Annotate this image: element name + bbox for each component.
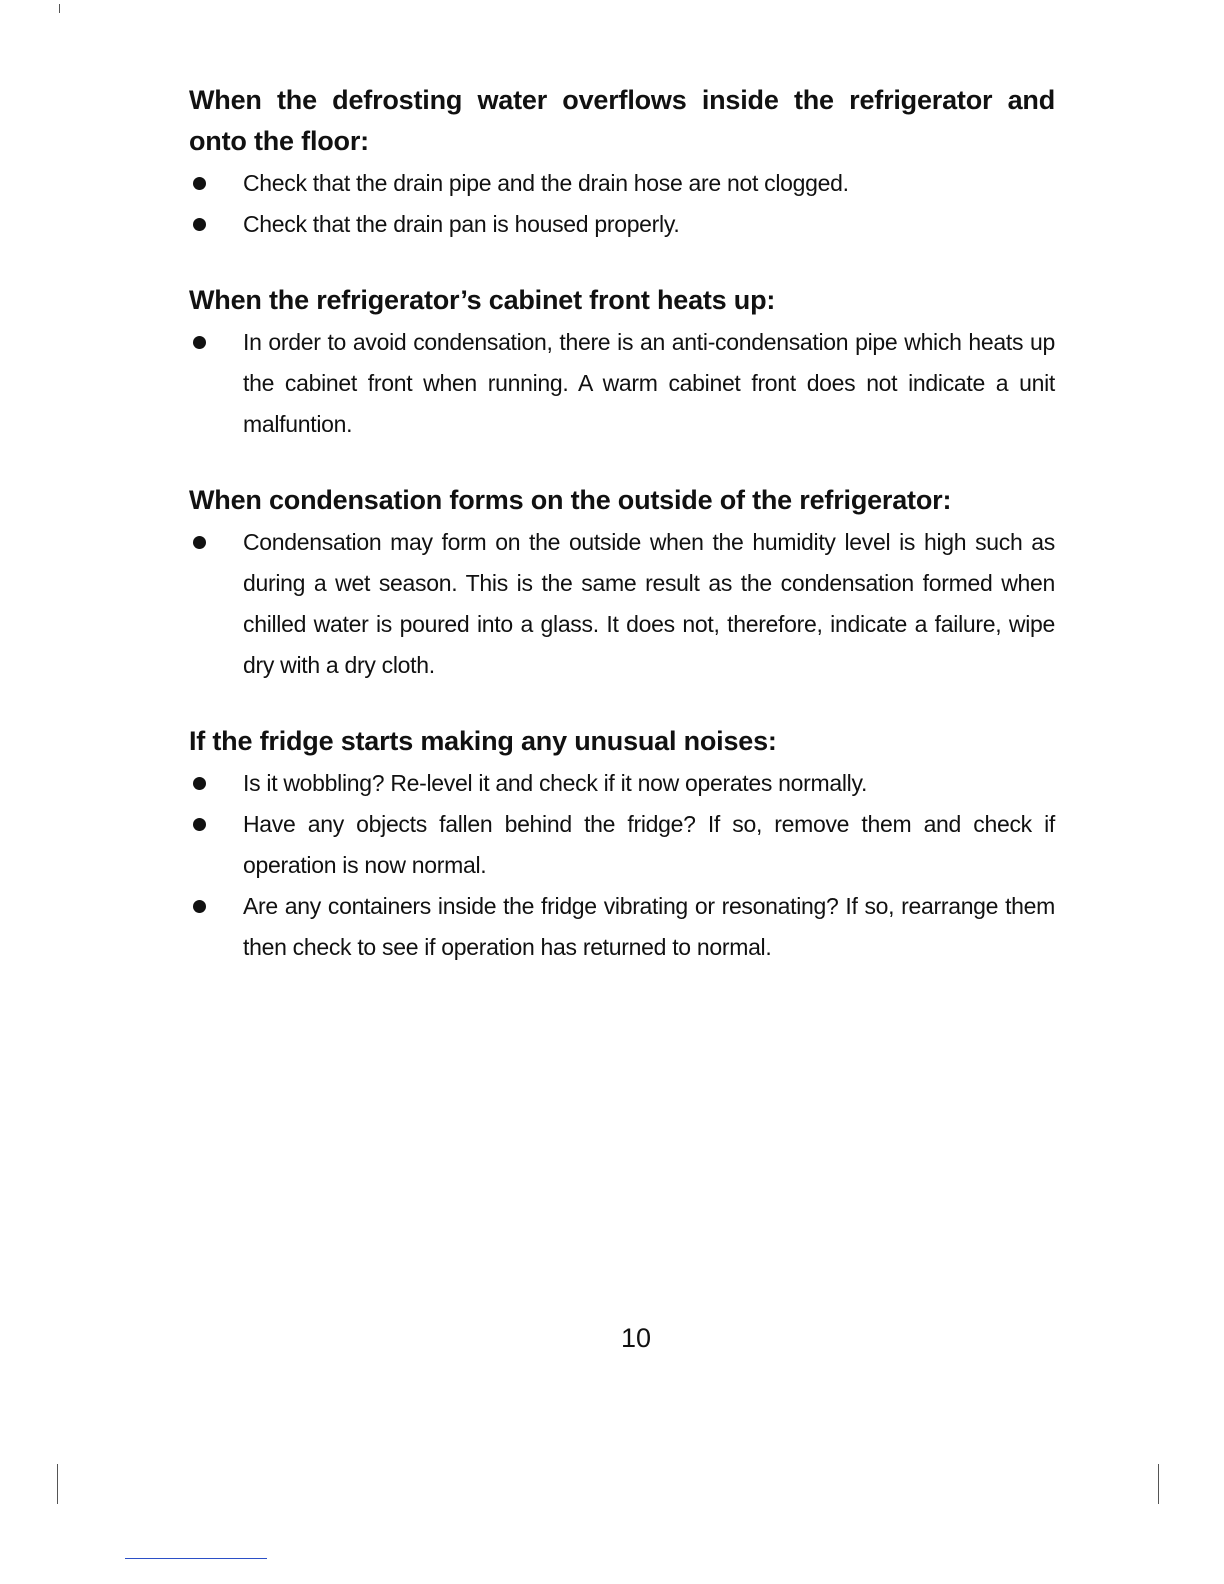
bullet-list [189,763,1055,968]
bullet-icon [193,536,206,549]
bullet-icon [193,900,206,913]
list-item [189,163,1055,204]
section-heading: If the fridge starts making any unusual noises: [189,726,777,756]
crop-mark-bottom-right [1158,1464,1159,1504]
list-item-text: Condensation may form on the outside when the humidity level is high such as during a wet season. This is the same result as the condensation formed when chilled water is poured into a glass. It does not, therefore, indicate a failure, wipe dry with a dry cloth. [243,529,1055,678]
section-heading: When condensation forms on the outside of the refrigerator: [189,485,952,515]
list-item-text: Have any objects fallen behind the fridge? If so, remove them and check if operation is now normal. [243,811,1055,878]
list-item [189,522,1055,686]
bullet-icon [193,218,206,231]
crop-mark-bottom-left [57,1464,58,1504]
bullet-icon [193,177,206,190]
bullet-icon [193,777,206,790]
section-outside-condensation [189,480,1055,686]
section-cabinet-front-heats [189,280,1055,445]
page-number: 10 [620,1323,652,1353]
list-item-text: Check that the drain pan is housed properly. [243,211,680,237]
list-item-text: Are any containers inside the fridge vibrating or resonating? If so, rearrange them then check to see if operation has returned to normal. [243,893,1055,960]
section-defrost-water-overflow [189,80,1055,245]
bullet-icon [193,818,206,831]
list-item [189,322,1055,445]
bullet-icon [193,336,206,349]
list-item [189,763,1055,804]
list-item [189,886,1055,968]
bullet-list [189,322,1055,445]
list-item-text: In order to avoid condensation, there is an anti-condensation pipe which heats up the cabinet front when running. A warm cabinet front does not indicate a unit malfuntion. [243,329,1055,437]
list-item [189,804,1055,886]
crop-mark-top-left [59,4,60,13]
bullet-list [189,522,1055,686]
section-unusual-noises [189,721,1055,968]
list-item [189,204,1055,245]
footer-rule [125,1558,267,1559]
troubleshooting-content [189,80,1055,1003]
section-heading: When the refrigerator’s cabinet front heats up: [189,285,776,315]
bullet-list [189,163,1055,245]
section-heading: When the defrosting water overflows inside the refrigerator and onto the floor: [189,85,1055,156]
list-item-text: Is it wobbling? Re-level it and check if it now operates normally. [243,770,868,796]
list-item-text: Check that the drain pipe and the drain hose are not clogged. [243,170,849,196]
